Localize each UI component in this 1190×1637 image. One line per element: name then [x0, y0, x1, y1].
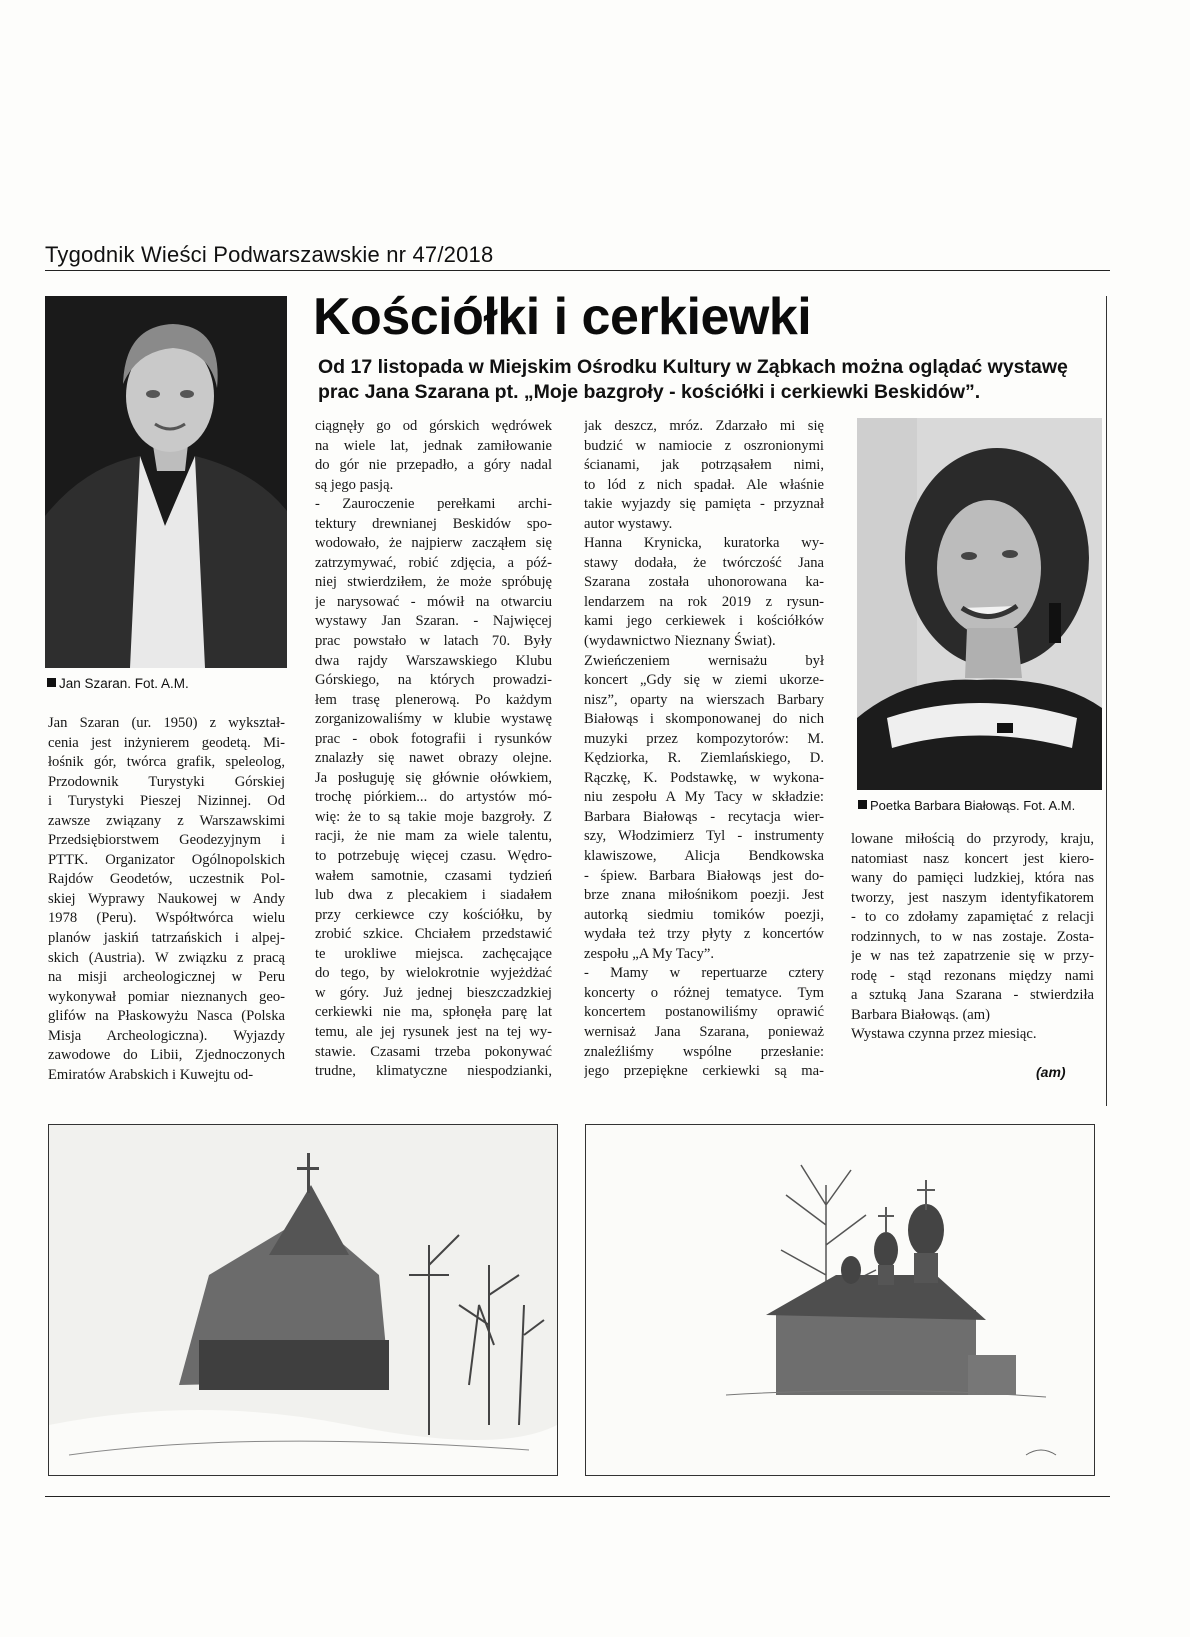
text-line: a sztuką Jana Szarana - stwierdziła — [851, 987, 1094, 1004]
photo-barbara-bialowas — [857, 418, 1102, 790]
text-line: Rączkę, K. Podstawkę, w wykona- — [584, 769, 824, 786]
text-line: wystawy Jan Szaran. - Najwięcej — [315, 613, 552, 630]
caption-square-icon — [47, 678, 56, 687]
text-line: Barbara Białowąs - recytacja wier- — [584, 808, 824, 825]
text-line: zawodowe do Libii, Zjednoczonych — [48, 1047, 285, 1064]
text-line: niej stwierdziłem, że może spróbuję — [315, 574, 552, 591]
author-signature: (am) — [1036, 1064, 1066, 1080]
text-line: brze znana miłośnikom poezji. Jest — [584, 887, 824, 904]
text-line: lendarzem na rok 2019 z rysun- — [584, 593, 824, 610]
text-line: cenia jest inżynierem geodetą. Mi- — [48, 734, 285, 751]
text-line: skich (Austria). W związku z pracą — [48, 949, 285, 966]
text-line: Przodownik Turystyki Górskiej — [48, 773, 285, 790]
text-line: wykonywał pomiar nieznanych geo- — [48, 988, 285, 1005]
masthead: Tygodnik Wieści Podwarszawskie nr 47/2018 — [45, 242, 494, 267]
text-line: Szarana została uhonorowana ka- — [584, 574, 824, 591]
text-line: do gór nie przepadło, a góry nadal — [315, 457, 552, 474]
text-line: planów jaskiń tatrzańskich i alpej- — [48, 930, 285, 947]
text-line: wodowało, że najpierw zacząłem się — [315, 535, 552, 552]
text-line: szy, Włodzimierz Tyl - instrumenty — [584, 828, 824, 845]
text-line: Wystawa czynna przez miesiąc. — [851, 1026, 1037, 1043]
text-line: Górskiego, na których prowadzi- — [315, 672, 552, 689]
text-line: - śpiew. Barbara Białowąs jest do- — [584, 867, 824, 884]
text-line: to potrzebuję więcej czasu. Wędro- — [315, 848, 552, 865]
text-line: muzyki przez kompozytorów: M. — [584, 730, 824, 747]
text-line: natomiast nasz koncert jest kiero- — [851, 850, 1094, 867]
article-column-1 — [48, 714, 285, 1085]
lead-paragraph: Od 17 listopada w Miejskim Ośrodku Kultury w Ząbkach można oglądać wystawę prac Jana Szarana pt. „Moje bazgroły - kościółki i cerkiewki Beskidów”. — [318, 356, 1068, 403]
text-line: budzić w namiocie z oszronionymi — [584, 437, 824, 454]
text-line: są jego pasją. — [315, 476, 394, 493]
text-line: trochę piórkiem... do artystów mó- — [315, 789, 552, 806]
text-line: ścianami, jak potrząsałem nimi, — [584, 457, 824, 474]
column-rule — [1106, 296, 1107, 1106]
text-line: (wydawnictwo Nieznany Świat). — [584, 633, 776, 650]
text-line: ciągnęły go od górskich wędrówek — [315, 418, 552, 434]
article-column-2 — [315, 417, 552, 1082]
text-line: na wiele lat, jednak zamiłowanie — [315, 437, 552, 454]
text-line: w góry. Już jednej bieszczadzkiej — [315, 984, 552, 1001]
text-line: te urokliwe miejsca. zachęcające — [315, 945, 552, 962]
text-line: to lód z nich spadał. Ale właśnie — [584, 476, 824, 493]
text-line: przy cerkiewce czy kościółku, by — [315, 906, 552, 923]
text-line: zorganizowaliśmy w klubie wystawę — [315, 711, 552, 728]
text-line: cerkiewki nie ma, spłonęła parę lat — [315, 1004, 552, 1021]
text-line: Hanna Krynicka, kuratorka wy- — [584, 535, 824, 552]
text-line: wany do pamięci ludzkiej, która nas — [851, 870, 1094, 887]
text-line: autorką siedmiu tomików poezji, — [584, 906, 824, 923]
text-line: - Zauroczenie perełkami archi- — [315, 496, 552, 513]
text-line: temu, ale jej rysunek jest na tej wy- — [315, 1023, 552, 1040]
drawing-wooden-church — [48, 1124, 558, 1476]
text-line: nisz”, oparty na wierszach Barbary — [584, 691, 824, 708]
text-line: - Mamy w repertuarze cztery — [584, 965, 824, 982]
text-line: Przedsiębiorstwem Geodezyjnym i — [48, 832, 285, 849]
text-line: kami jego cerkiewek i kościółków — [584, 613, 824, 630]
text-line: glifów na Płaskowyżu Nasca (Polska — [48, 1008, 285, 1025]
text-line: stawie. Czasami trzeba pokonywać — [315, 1043, 552, 1060]
text-line: znalazły się nawet obrazy olejne. — [315, 750, 552, 767]
text-line: 1978 (Peru). Współtwórca wielu — [48, 910, 285, 927]
text-line: autor wystawy. — [584, 515, 673, 532]
text-line: zespołu „A My Tacy”. — [584, 945, 715, 962]
caption-square-icon — [858, 800, 867, 809]
text-line: lub dwa z plecakiem i siadałem — [315, 887, 552, 904]
text-line: dwa rajdy Warszawskiego Klubu — [315, 652, 552, 669]
text-line: - to co zdołamy zapamiętać z relacji — [851, 909, 1094, 926]
text-line: lowane miłością do przyrody, kraju, — [851, 831, 1094, 847]
text-line: rodzinnych, to w nas zostaje. Zosta- — [851, 928, 1094, 945]
text-line: łem trasę plenerową. Po każdym — [315, 691, 552, 708]
text-line: Ja posługuję się głównie ołówkiem, — [315, 769, 552, 786]
text-line: i Turystyki Pieszej Nizinnej. Od — [48, 793, 285, 810]
text-line: rodę - stąd rezonans między nami — [851, 967, 1094, 984]
text-line: do tego, by wielokrotnie wyjeżdżać — [315, 965, 552, 982]
text-line: jego przepiękne cerkiewki są ma- — [584, 1063, 824, 1080]
article-column-3 — [584, 417, 824, 1082]
text-line: tworzy, jest naszym identyfikatorem — [851, 889, 1094, 906]
text-line: wydała też trzy płyty z koncertów — [584, 926, 824, 943]
text-line: skiej Wyprawy Naukowej w Andy — [48, 890, 285, 907]
text-line: tektury drewnianej Beskidów spo- — [315, 515, 552, 532]
text-line: PTTK. Organizator Ogólnopolskich — [48, 851, 285, 868]
text-line: Kędziorka, R. Ziemlańskiego, D. — [584, 750, 824, 767]
text-line: wernisaż Jana Szarana, ponieważ — [584, 1023, 824, 1040]
text-line: zatrzymywać, robić zdjęcia, a póź- — [315, 554, 552, 571]
text-line: prac powstało w latach 70. Były — [315, 633, 552, 650]
text-line: niu zespołu A My Tacy w składzie: — [584, 789, 824, 806]
text-line: takie wyjazdy się pamięta - przyznał — [584, 496, 824, 513]
text-line: zrobić szkice. Chciałem przedstawić — [315, 926, 552, 943]
masthead-rule — [45, 270, 1110, 271]
text-line: zawsze związany z Warszawskimi — [48, 812, 285, 829]
text-line: je narysować - mówił na otwarciu — [315, 593, 552, 610]
text-line: klawiszowe, Alicja Bendkowska — [584, 848, 824, 865]
text-line: je w nas też zapatrzenie się w przy- — [851, 948, 1094, 965]
text-line: koncerty o różnej tematyce. Tym — [584, 984, 824, 1001]
text-line: Misja Archeologiczna). Wyjazdy — [48, 1027, 285, 1044]
text-line: Barbara Białowąs. (am) — [851, 1006, 990, 1023]
text-line: wałem samotnie, czasami tydzień — [315, 867, 552, 884]
text-line: na misji archeologicznej w Peru — [48, 969, 285, 986]
text-line: jak deszcz, mróz. Zdarzało mi się — [584, 418, 824, 434]
caption-jan-szaran: Jan Szaran. Fot. A.M. — [47, 676, 189, 691]
text-line: koncert „Gdy się w ziemi ukorze- — [584, 672, 824, 689]
text-line: trudne, klimatyczne niespodzianki, — [315, 1063, 552, 1080]
text-line: Emiratów Arabskich i Kuwejtu od- — [48, 1066, 254, 1083]
headline: Kościółki i cerkiewki — [313, 288, 812, 346]
drawing-orthodox-church — [585, 1124, 1095, 1476]
text-line: prac - obok fotografii i rysunków — [315, 730, 552, 747]
text-line: stawy dodała, że twórczość Jana — [584, 554, 824, 571]
caption-barbara-bialowas: Poetka Barbara Białowąs. Fot. A.M. — [858, 798, 1075, 813]
bottom-rule — [45, 1496, 1110, 1497]
text-line: znaleźliśmy wspólne przesłanie: — [584, 1043, 824, 1060]
text-line: racji, że nie mam za wiele talentu, — [315, 828, 552, 845]
text-line: wię: że to są takie moje bazgroły. Z — [315, 808, 552, 825]
text-line: koncertem postanowiliśmy oprawić — [584, 1004, 824, 1021]
article-column-4 — [851, 830, 1094, 1045]
photo-jan-szaran — [45, 296, 287, 668]
text-line: Zwieńczeniem wernisażu był — [584, 652, 824, 669]
text-line: łośnik gór, twórca grafik, speleolog, — [48, 754, 285, 771]
text-line: Białowąs i skomponowanej do nich — [584, 711, 824, 728]
text-line: Jan Szaran (ur. 1950) z wykształ- — [48, 715, 285, 731]
text-line: Rajdów Geodetów, uczestnik Pol- — [48, 871, 285, 888]
